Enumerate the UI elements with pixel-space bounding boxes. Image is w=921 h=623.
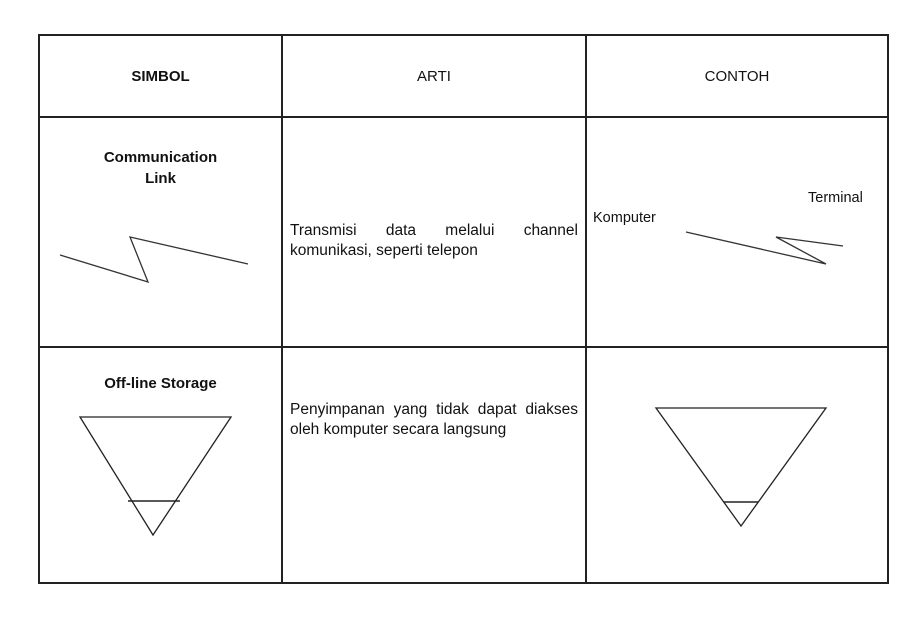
offline-storage-symbol-icon	[80, 417, 231, 535]
communication-link-example-icon	[686, 232, 843, 264]
header-arti: ARTI	[417, 68, 451, 85]
example-label-terminal: Terminal	[808, 190, 863, 206]
communication-link-symbol-icon	[60, 237, 248, 282]
symbol-label-offline-storage: Off-line Storage	[104, 375, 217, 392]
symbol-label-line: Communication	[103, 149, 218, 166]
header-contoh: CONTOH	[704, 68, 770, 85]
symbol-label-line: Link	[145, 170, 176, 187]
offline-storage-example-icon	[656, 408, 826, 526]
arti-communication-link: Transmisi data melalui channel komunikasi, seperti telepon	[290, 222, 578, 259]
arti-offline-storage: Penyimpanan yang tidak dapat diakses oleh komputer secara langsung	[290, 401, 578, 438]
header-simbol: SIMBOL	[131, 68, 190, 85]
example-label-komputer: Komputer	[593, 210, 656, 226]
